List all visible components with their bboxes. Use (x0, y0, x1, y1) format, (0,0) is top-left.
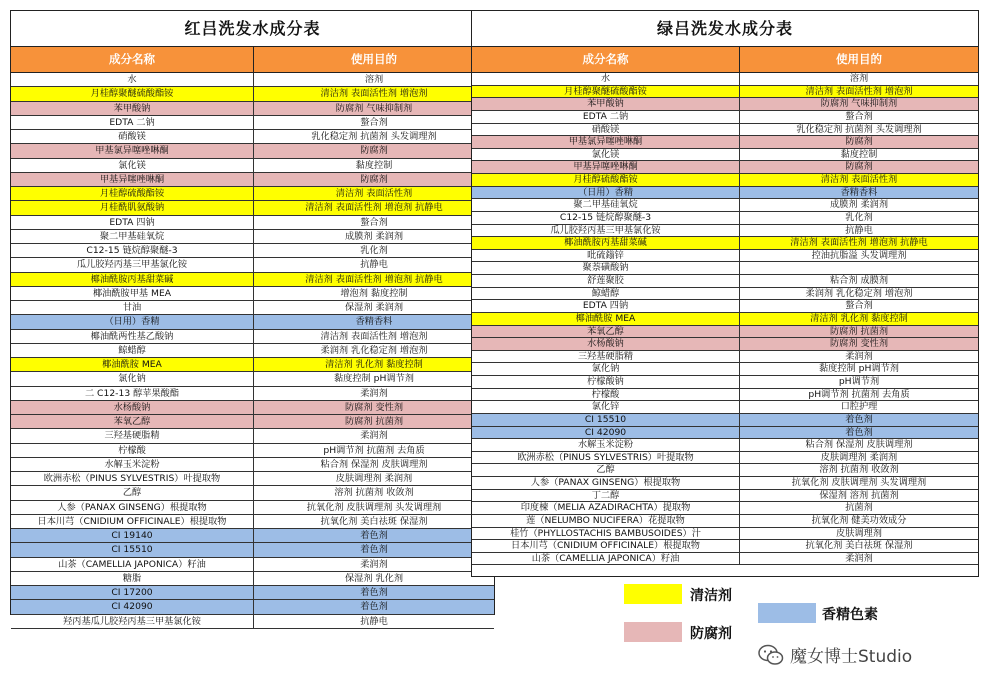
right-table-row (472, 149, 978, 162)
legend-label-preservative: 防腐剂 (690, 626, 732, 642)
right-table-row (472, 300, 978, 313)
left-table-row (11, 472, 494, 486)
right-table-row (472, 237, 978, 250)
right-ingredient-name: 舒莲聚胶 (472, 275, 740, 287)
left-ingredient-name: 月桂醇硫酸酯铵 (11, 187, 254, 200)
right-ingredient-name: 氯化锌 (472, 401, 740, 413)
left-table-row (11, 330, 494, 344)
right-table-row (472, 553, 978, 566)
right-ingredient-purpose (740, 262, 978, 274)
left-ingredient-name: 氯化钠 (11, 372, 254, 385)
right-table-row (472, 262, 978, 275)
left-table-row (11, 287, 494, 301)
right-ingredient-purpose: 皮肤调理剂 (836, 527, 882, 539)
left-table-row (11, 615, 494, 629)
left-table-row (11, 301, 494, 315)
left-ingredient-name: EDTA 四钠 (11, 216, 254, 229)
left-ingredient-purpose: 粘合剂 保湿剂 皮肤调理剂 (320, 458, 428, 470)
left-ingredient-name: 水解玉米淀粉 (11, 458, 254, 471)
right-table-row (472, 250, 978, 263)
right-table-title: 绿吕洗发水成分表 (472, 11, 978, 47)
left-ingredient-purpose: 着色剂 (360, 587, 388, 598)
left-table-row (11, 444, 494, 458)
left-table-row (11, 572, 494, 586)
right-ingredient-purpose: 防腐剂 变性剂 (829, 338, 889, 350)
right-ingredient-name: 日本川芎（CNIDIUM OFFICINALE）根提取物 (472, 540, 740, 552)
left-table-row (11, 529, 494, 543)
right-ingredient-purpose: 螯合剂 (845, 110, 873, 122)
right-ingredient-name: 水 (472, 73, 740, 85)
right-ingredient-name: CI 42090 (472, 427, 740, 439)
right-ingredient-purpose: 成膜剂 柔润剂 (829, 199, 889, 211)
right-ingredient-name: EDTA 二钠 (472, 111, 740, 123)
right-ingredient-purpose: 乳化剂 (845, 211, 873, 223)
right-ingredient-purpose: 抗氧化剂 皮肤调理剂 头发调理剂 (791, 477, 927, 488)
right-ingredient-purpose: 口腔护理 (840, 401, 878, 413)
right-table-row (472, 515, 978, 528)
left-ingredient-purpose: 清洁剂 表面活性剂 增泡剂 抗静电 (305, 273, 443, 285)
right-ingredient-name: 印度楝（MELIA AZADIRACHTA）提取物 (472, 502, 740, 514)
left-ingredient-name: 羟丙基瓜儿胶羟丙基三甲基氯化铵 (11, 615, 254, 628)
right-table-row (472, 464, 978, 477)
right-ingredient-purpose: 皮肤调理剂 柔润剂 (820, 451, 898, 463)
right-header-ingredient: 成分名称 (472, 47, 740, 72)
right-table-row (472, 161, 978, 174)
left-ingredient-name: 二 C12-13 醇苹果酸酯 (11, 387, 254, 400)
right-ingredient-purpose: 抗静电 (845, 224, 873, 236)
left-ingredient-table (10, 10, 495, 627)
left-table-row (11, 116, 494, 130)
right-ingredient-purpose: 清洁剂 表面活性剂 (820, 174, 898, 185)
right-table-row (472, 452, 978, 465)
left-table-row (11, 102, 494, 116)
right-table-row (472, 414, 978, 427)
left-ingredient-purpose: 乳化剂 (360, 245, 388, 256)
right-ingredient-name: 水解玉米淀粉 (472, 439, 740, 451)
left-ingredient-name: 月桂酰肌氨酸钠 (11, 201, 254, 214)
right-ingredient-purpose: 乳化稳定剂 抗菌剂 头发调理剂 (796, 123, 922, 135)
left-ingredient-purpose: 抗静电 (360, 615, 388, 627)
left-ingredient-purpose: 着色剂 (360, 530, 388, 541)
left-table-row (11, 358, 494, 372)
left-ingredient-purpose: 柔润剂 乳化稳定剂 增泡剂 (320, 344, 428, 356)
left-ingredient-purpose: 皮肤调理剂 柔润剂 (335, 473, 413, 484)
left-table-row (11, 344, 494, 358)
right-ingredient-purpose: 螯合剂 (845, 300, 873, 312)
right-ingredient-purpose: 防腐剂 (845, 136, 873, 148)
right-ingredient-name: 聚二甲基硅氧烷 (472, 199, 740, 211)
left-ingredient-purpose: 防腐剂 气味抑制剂 (335, 102, 413, 114)
left-ingredient-purpose: 黏度控制 (355, 159, 393, 171)
left-ingredient-name: 苯氧乙醇 (11, 415, 254, 428)
right-ingredient-purpose: 清洁剂 表面活性剂 增泡剂 抗静电 (790, 237, 928, 249)
right-ingredient-purpose: 抗氧化剂 健美功效成分 (811, 514, 907, 526)
left-ingredient-name: 甲基氯异噻唑啉酮 (11, 144, 254, 157)
left-table-row (11, 173, 494, 187)
right-ingredient-name: 苯甲酸钠 (472, 98, 740, 110)
left-table-row (11, 73, 494, 87)
right-ingredient-name: CI 15510 (472, 414, 740, 426)
right-ingredient-name: C12-15 链烷醇聚醚-3 (472, 212, 740, 224)
left-ingredient-purpose: 柔润剂 (360, 430, 388, 442)
left-ingredient-name: EDTA 二钠 (11, 116, 254, 129)
right-ingredient-purpose: 黏度控制 pH调节剂 (819, 363, 899, 375)
right-ingredient-name: 吡硫鎓锌 (472, 250, 740, 262)
left-table-row (11, 273, 494, 287)
left-ingredient-purpose: 柔润剂 (360, 387, 388, 399)
left-ingredient-purpose: pH调节剂 抗菌剂 去角质 (323, 444, 425, 456)
left-ingredient-name: （日用）香精 (11, 315, 254, 328)
right-table-row (472, 540, 978, 553)
left-ingredient-purpose: 清洁剂 乳化剂 黏度控制 (325, 359, 423, 370)
left-ingredient-purpose: 成膜剂 柔润剂 (344, 230, 404, 242)
right-table-body (472, 73, 978, 565)
legend-label-fragrance: 香精色素 (822, 607, 878, 623)
left-ingredient-name: CI 19140 (11, 529, 254, 542)
right-table-row (472, 174, 978, 187)
left-table-row (11, 144, 494, 158)
wechat-icon (758, 644, 784, 666)
left-table-title: 红吕洗发水成分表 (11, 11, 494, 47)
left-header-ingredient: 成分名称 (11, 47, 254, 72)
left-ingredient-name: 椰油酰两性基乙酸钠 (11, 330, 254, 343)
left-table-row (11, 387, 494, 401)
right-ingredient-purpose: 粘合剂 成膜剂 (829, 275, 889, 286)
left-ingredient-purpose: 香精香料 (355, 316, 393, 328)
right-table-row (472, 427, 978, 440)
right-ingredient-purpose: 溶剂 抗菌剂 收敛剂 (819, 464, 899, 476)
left-ingredient-purpose: 增泡剂 黏度控制 (340, 287, 408, 299)
left-ingredient-name: CI 17200 (11, 586, 254, 599)
left-ingredient-name: 柠檬酸 (11, 444, 254, 457)
right-table-row (472, 124, 978, 137)
right-ingredient-purpose: 着色剂 (845, 426, 873, 438)
left-table-row (11, 486, 494, 500)
left-ingredient-name: 瓜儿胶羟丙基三甲基氯化铵 (11, 258, 254, 271)
right-table-row (472, 439, 978, 452)
right-ingredient-purpose: pH调节剂 (838, 376, 880, 387)
left-table-row (11, 372, 494, 386)
right-ingredient-name: 苯氧乙醇 (472, 326, 740, 338)
right-ingredient-name: 欧洲赤松（PINUS SYLVESTRIS）叶提取物 (472, 452, 740, 464)
right-ingredient-name: EDTA 四钠 (472, 300, 740, 312)
right-table-row (472, 376, 978, 389)
left-ingredient-name: C12-15 链烷醇聚醚-3 (11, 244, 254, 257)
left-ingredient-name: 糖脂 (11, 572, 254, 585)
left-table-row (11, 87, 494, 101)
left-ingredient-purpose: 抗氧化剂 皮肤调理剂 头发调理剂 (306, 501, 442, 513)
right-table-row (472, 98, 978, 111)
right-table-row (472, 225, 978, 238)
left-ingredient-purpose: 防腐剂 (360, 173, 388, 185)
left-ingredient-name: 三羟基硬脂精 (11, 429, 254, 442)
right-table-row (472, 275, 978, 288)
right-table-row (472, 490, 978, 503)
left-table-row (11, 558, 494, 572)
left-ingredient-purpose: 保湿剂 柔润剂 (344, 302, 404, 313)
left-table-row (11, 600, 494, 614)
left-table-row (11, 159, 494, 173)
right-ingredient-purpose: 黏度控制 (840, 148, 878, 160)
right-table-row (472, 187, 978, 200)
right-ingredient-name: 水杨酸钠 (472, 338, 740, 350)
left-ingredient-name: CI 42090 (11, 600, 254, 613)
left-ingredient-name: 乙醇 (11, 486, 254, 499)
left-ingredient-purpose: 抗氧化剂 美白祛斑 保湿剂 (320, 515, 428, 527)
left-ingredient-purpose: 螯合剂 (360, 116, 388, 128)
right-ingredient-purpose: 清洁剂 表面活性剂 增泡剂 (805, 85, 913, 97)
left-table-row (11, 187, 494, 201)
right-table-row (472, 502, 978, 515)
watermark (758, 642, 912, 667)
right-ingredient-name: 山茶（CAMELLIA JAPONICA）籽油 (472, 553, 740, 565)
left-table-row (11, 515, 494, 529)
right-ingredient-purpose: 抗氧化剂 美白祛斑 保湿剂 (805, 540, 913, 552)
right-ingredient-name: 乙醇 (472, 464, 740, 476)
right-ingredient-name: 柠檬酸钠 (472, 376, 740, 388)
left-ingredient-name: 聚二甲基硅氧烷 (11, 230, 254, 243)
right-ingredient-purpose: 柔润剂 乳化稳定剂 增泡剂 (805, 287, 913, 299)
right-table-row (472, 86, 978, 99)
left-ingredient-name: 日本川芎（CNIDIUM OFFICINALE）根提取物 (11, 515, 254, 528)
left-ingredient-purpose: 螯合剂 (360, 216, 388, 228)
left-ingredient-purpose: 清洁剂 表面活性剂 增泡剂 (320, 330, 428, 342)
right-ingredient-name: 鲸蜡醇 (472, 288, 740, 300)
left-header-purpose: 使用目的 (351, 52, 397, 66)
left-table-row (11, 258, 494, 272)
right-ingredient-name: 氯化镁 (472, 149, 740, 161)
legend-label-cleanser: 清洁剂 (690, 588, 732, 604)
left-ingredient-purpose: 清洁剂 表面活性剂 (335, 188, 413, 199)
right-table-row (472, 351, 978, 364)
left-table-row (11, 401, 494, 415)
left-table-row (11, 216, 494, 230)
left-ingredient-name: 欧洲赤松（PINUS SYLVESTRIS）叶提取物 (11, 472, 254, 485)
right-ingredient-name: 聚萘磺酸钠 (472, 262, 740, 274)
left-ingredient-purpose: 防腐剂 变性剂 (344, 401, 404, 413)
right-ingredient-purpose: 柔润剂 (845, 350, 873, 362)
left-table-row (11, 244, 494, 258)
right-ingredient-purpose: 柔润剂 (845, 552, 873, 564)
right-table-row (472, 313, 978, 326)
right-ingredient-purpose: 香精香料 (840, 186, 878, 198)
left-ingredient-purpose: 黏度控制 pH调节剂 (334, 373, 414, 385)
left-ingredient-purpose: 溶剂 抗菌剂 收敛剂 (334, 487, 414, 499)
left-table-row (11, 543, 494, 557)
left-ingredient-name: 椰油酰胺甲基 MEA (11, 287, 254, 300)
left-ingredient-purpose: 乳化稳定剂 抗菌剂 头发调理剂 (311, 131, 437, 142)
right-table-row (472, 326, 978, 339)
legend-swatch-preservative (624, 622, 682, 642)
right-ingredient-purpose: 防腐剂 (845, 161, 873, 173)
right-ingredient-purpose: pH调节剂 抗菌剂 去角质 (808, 388, 910, 400)
right-ingredient-purpose: 溶剂 (849, 73, 869, 84)
left-ingredient-name: 椰油酰胺 MEA (11, 358, 254, 371)
right-ingredient-name: 月桂醇聚醚硫酸酯铵 (472, 86, 740, 98)
left-ingredient-name: 硝酸镁 (11, 130, 254, 143)
right-ingredient-purpose: 保湿剂 溶剂 抗菌剂 (819, 489, 899, 501)
right-ingredient-purpose: 防腐剂 抗菌剂 (829, 325, 889, 337)
left-ingredient-purpose: 着色剂 (360, 601, 388, 613)
right-ingredient-name: 莲（NELUMBO NUCIFERA）花提取物 (472, 515, 740, 527)
left-ingredient-name: 山茶（CAMELLIA JAPONICA）籽油 (11, 558, 254, 571)
right-table-row (472, 338, 978, 351)
right-ingredient-name: 三羟基硬脂精 (472, 351, 740, 363)
right-table-row (472, 401, 978, 414)
left-ingredient-name: 甘油 (11, 301, 254, 314)
left-ingredient-name: 氯化镁 (11, 159, 254, 172)
left-table-row (11, 230, 494, 244)
left-ingredient-name: 人参（PANAX GINSENG）根提取物 (11, 501, 254, 514)
left-ingredient-purpose: 着色剂 (360, 544, 388, 556)
left-ingredient-name: 月桂醇聚醚硫酸酯铵 (11, 87, 254, 100)
left-table-row (11, 130, 494, 144)
left-ingredient-purpose: 抗静电 (360, 259, 388, 271)
right-ingredient-name: 椰油酰胺丙基甜菜碱 (472, 237, 740, 249)
right-header-purpose: 使用目的 (836, 52, 882, 66)
right-ingredient-purpose: 清洁剂 乳化剂 黏度控制 (810, 312, 908, 324)
right-table-row (472, 288, 978, 301)
left-table-row (11, 415, 494, 429)
right-ingredient-name: 甲基氯异噻唑啉酮 (472, 136, 740, 148)
left-ingredient-name: CI 15510 (11, 543, 254, 556)
left-ingredient-purpose: 防腐剂 抗菌剂 (344, 416, 404, 427)
right-ingredient-name: 氯化钠 (472, 363, 740, 375)
right-ingredient-name: 月桂醇硫酸酯铵 (472, 174, 740, 186)
right-ingredient-name: 瓜儿胶羟丙基三甲基氯化铵 (472, 225, 740, 237)
right-ingredient-name: 人参（PANAX GINSENG）根提取物 (472, 477, 740, 489)
legend-swatch-cleanser (624, 584, 682, 604)
right-ingredient-name: 甲基异噻唑啉酮 (472, 161, 740, 173)
right-table-row (472, 73, 978, 86)
watermark-text: 魔女博士Studio (790, 647, 913, 667)
right-ingredient-name: 桂竹（PHYLLOSTACHIS BAMBUSOIDES）汁 (472, 528, 740, 540)
legend-swatch-fragrance (758, 603, 816, 623)
right-ingredient-name: 硝酸镁 (472, 124, 740, 136)
left-table-body (11, 73, 494, 629)
left-table-row (11, 429, 494, 443)
left-table-row (11, 586, 494, 600)
left-ingredient-name: 水 (11, 73, 254, 86)
left-table-row (11, 315, 494, 329)
right-ingredient-table (471, 10, 979, 577)
left-table-row (11, 201, 494, 215)
left-ingredient-purpose: 溶剂 (364, 74, 384, 85)
left-table-header (11, 47, 494, 73)
right-table-row (472, 136, 978, 149)
right-table-row (472, 528, 978, 541)
left-ingredient-purpose: 保湿剂 乳化剂 (344, 572, 404, 584)
left-table-row (11, 458, 494, 472)
right-table-row (472, 363, 978, 376)
left-ingredient-purpose: 清洁剂 表面活性剂 增泡剂 (320, 88, 428, 100)
left-ingredient-name: 苯甲酸钠 (11, 102, 254, 115)
right-ingredient-purpose: 着色剂 (845, 413, 873, 425)
right-table-row (472, 199, 978, 212)
left-ingredient-name: 椰油酰胺丙基甜菜碱 (11, 273, 254, 286)
right-ingredient-name: 椰油酰胺 MEA (472, 313, 740, 325)
right-ingredient-name: （日用）香精 (472, 187, 740, 199)
left-ingredient-purpose: 清洁剂 表面活性剂 增泡剂 抗静电 (305, 202, 443, 214)
left-ingredient-name: 水杨酸钠 (11, 401, 254, 414)
left-ingredient-purpose: 柔润剂 (360, 558, 388, 570)
left-ingredient-name: 鲸蜡醇 (11, 344, 254, 357)
right-ingredient-purpose: 控油抗脂溢 头发调理剂 (811, 249, 907, 261)
right-table-row (472, 477, 978, 490)
right-ingredient-purpose: 抗菌剂 (845, 502, 873, 514)
right-ingredient-name: 丁二醇 (472, 490, 740, 502)
right-ingredient-purpose: 粘合剂 保湿剂 皮肤调理剂 (805, 439, 913, 451)
right-table-row (472, 389, 978, 402)
left-table-row (11, 501, 494, 515)
left-ingredient-purpose: 防腐剂 (360, 145, 388, 157)
right-ingredient-name: 柠檬酸 (472, 389, 740, 401)
right-table-row (472, 212, 978, 225)
left-ingredient-name: 甲基异噻唑啉酮 (11, 173, 254, 186)
right-table-row (472, 111, 978, 124)
right-table-header (472, 47, 978, 73)
right-ingredient-purpose: 防腐剂 气味抑制剂 (820, 98, 898, 110)
